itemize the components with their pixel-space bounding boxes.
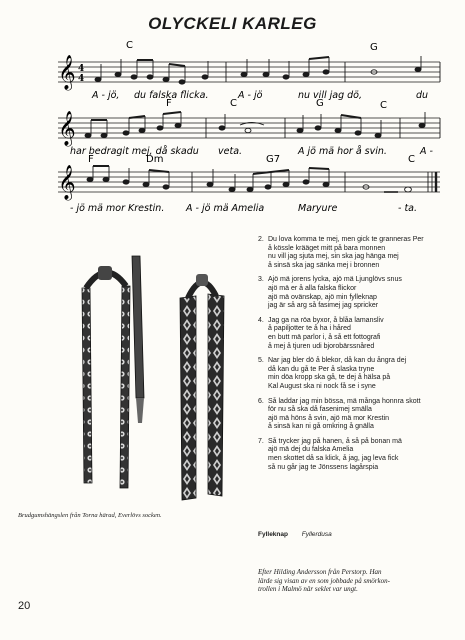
verse-line: å sinsä ska jag sänka mej i bronnen xyxy=(268,261,380,269)
lyric-row-3 xyxy=(70,203,417,214)
notes xyxy=(95,56,440,84)
verse-line: Ajö mä jorens lycka, ajö mä Ljunglövs snus xyxy=(268,276,402,284)
verse-line: å papiljotter te å ha i håred xyxy=(268,325,351,333)
lyric-fragment: du falska flicka. xyxy=(134,90,209,101)
verse-line: för nu så ska då fasenimej smälla xyxy=(268,406,372,414)
verse-line: Så trycker jag på hanen, å så på bonan mä xyxy=(268,437,402,445)
verse xyxy=(258,236,458,270)
photo-caption: Brudgumshängslen från Torna härad, Everlövs socken. xyxy=(18,512,162,519)
lyric-fragment: har bedragit mej, då skadu xyxy=(70,146,199,157)
verse-line: nu vill jag sjuta mej, sin ska jag hänga mej xyxy=(268,253,399,261)
verse xyxy=(258,398,458,432)
verse-line: men skottet då sa klick, å jag, jag leva fick xyxy=(268,455,399,463)
staff-system-1 xyxy=(58,55,440,91)
lyric-fragment: Maryure xyxy=(298,203,338,214)
verse-line: så nu går jag te Jönssens lagårspia xyxy=(268,463,379,471)
lyric-fragment: nu vill jag dö, xyxy=(298,90,362,101)
verse-number: 6. xyxy=(258,397,264,405)
chord-symbol: G xyxy=(316,98,324,109)
suspenders-photo xyxy=(62,248,242,510)
lyric-fragment: A jö mä hor å svin. xyxy=(298,146,387,157)
verse xyxy=(258,317,458,351)
pattern-labels xyxy=(258,531,458,538)
lyric-fragment: A - jö, xyxy=(92,90,120,101)
chord-symbol: C xyxy=(408,154,415,165)
staff-lines xyxy=(58,62,440,82)
lyric-fragment: - ta. xyxy=(398,203,418,214)
chord-symbol: C xyxy=(230,98,237,109)
verse-number: 4. xyxy=(258,316,264,324)
staff-system-2 xyxy=(58,111,440,147)
lyric-fragment: du xyxy=(416,90,429,101)
verse xyxy=(258,276,458,310)
lyric-fragment: A - jö mä Amelia xyxy=(186,203,265,214)
lyric-fragment: A - jö xyxy=(238,90,263,101)
notes xyxy=(85,112,440,138)
verse-line: min döa kropp ska gå, te dej å hälsa på xyxy=(268,374,391,382)
lyric-row-2 xyxy=(70,146,434,157)
verse-line: Kal August ska ni nock få se i syne xyxy=(268,382,376,390)
lyric-fragment: - jö mä mor Krestin. xyxy=(70,203,165,214)
verse xyxy=(258,438,458,472)
music-score xyxy=(0,34,465,224)
lyric-row-1 xyxy=(91,90,428,101)
verse-line: Nar jag bler dö å blekor, då kan du ångra dej xyxy=(268,357,407,365)
chord-symbol: F xyxy=(88,154,94,165)
staff-system-3 xyxy=(58,165,440,201)
verses xyxy=(258,236,458,478)
treble-clef-icon: 𝄞 xyxy=(58,111,76,146)
chord-symbol: C xyxy=(380,100,387,111)
verse-line: jag är så arg så fasimej jag spricker xyxy=(268,302,379,310)
verse-line: Jag ga na röa byxor, å blåa lamansliv xyxy=(268,316,384,324)
pattern-label-fyllerdusa: Fyllerdusa xyxy=(301,531,332,538)
time-signature: 4 xyxy=(78,64,85,74)
lyric-fragment: veta. xyxy=(218,146,243,157)
suspender-left xyxy=(82,266,130,488)
verse-line: då kan du gå te Per å slaska tryne xyxy=(268,365,375,373)
chord-symbol: G xyxy=(370,42,378,53)
suspender-center xyxy=(132,256,144,423)
source-credit xyxy=(258,568,458,594)
verse-number: 3. xyxy=(258,276,264,284)
notes xyxy=(87,166,436,192)
pattern-label-fylleknap: Fylleknap xyxy=(258,531,288,538)
verse-line: ajö mä er å alla falska flickor xyxy=(268,284,357,292)
credit-line: trollen i Malmö när seklet var ungt. xyxy=(258,585,358,593)
verse xyxy=(258,357,458,391)
treble-clef-icon: 𝄞 xyxy=(58,55,76,90)
lyric-fragment: A - xyxy=(420,146,433,157)
verse-line: en butt mä parlor i, å så ett fottografi xyxy=(268,333,381,341)
verse-line: ajö mä höns å svin, ajö mä mor Krestin xyxy=(268,414,389,422)
verse-line: å mej å tjuren udi bjorobärssnåred xyxy=(268,342,375,350)
time-signature: 4 xyxy=(78,74,85,84)
credit-line: Efter Hilding Andersson från Perstorp. Han xyxy=(258,568,382,576)
treble-clef-icon: 𝄞 xyxy=(58,165,76,200)
verse-line: Så laddar jag min bössa, mä många honnra skott xyxy=(268,397,421,405)
suspender-right xyxy=(180,274,224,500)
chord-symbol: Dm xyxy=(146,154,164,165)
verse-line: Du lova komma te mej, men gick te granneras Per xyxy=(268,236,424,243)
verse-number: 5. xyxy=(258,357,264,365)
verse-line: ajö mä ovänskap, ajö min fylleknap xyxy=(268,293,377,301)
verse-number: 7. xyxy=(258,437,264,445)
page-number: 20 xyxy=(18,600,31,612)
chord-symbol: G7 xyxy=(266,154,281,165)
song-title: OLYCKELI KARLEG xyxy=(148,14,317,33)
credit-line: lärde sig visan av en som jobbade på smörkon- xyxy=(258,576,390,585)
chord-symbol: C xyxy=(126,40,133,51)
verse-line: å sinsä kan ni gå omkring å gnälla xyxy=(268,423,374,431)
chord-symbol: F xyxy=(166,98,172,109)
chord-row-1 xyxy=(126,40,378,53)
verse-line: ajö mä dej du falska Amelia xyxy=(268,446,354,454)
verse-number: 2. xyxy=(258,236,264,243)
verse-line: å kössle krääget mitt på bara monnen xyxy=(268,244,386,252)
